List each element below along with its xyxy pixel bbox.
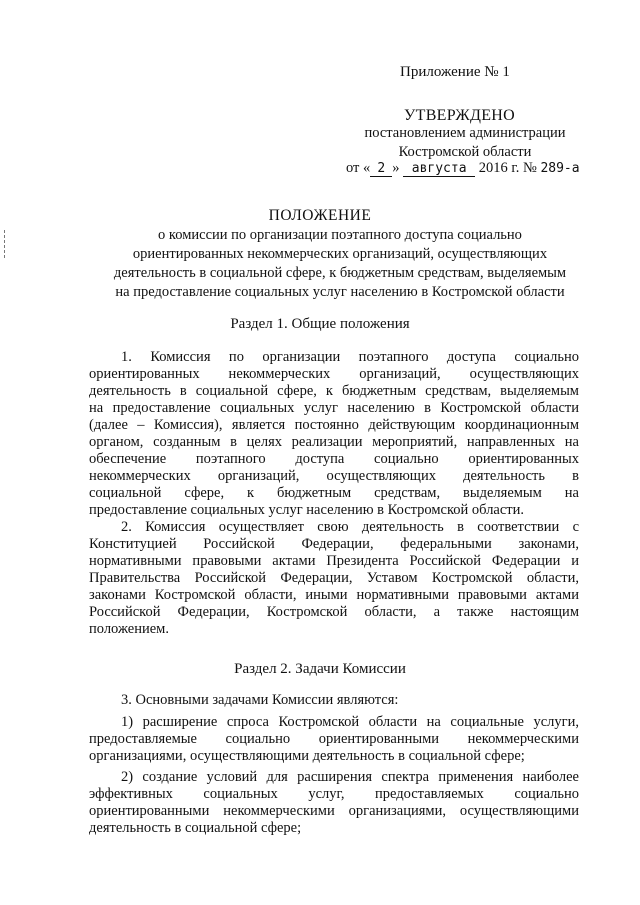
text-line: организациями, осуществляющими деятельность в социальной сфере; <box>89 748 525 764</box>
list-item-2 <box>89 769 579 837</box>
text-line: 2. Комиссия осуществляет свою деятельность в соответствии с <box>121 519 579 535</box>
text-line: положением. <box>89 621 169 637</box>
margin-mark <box>4 230 6 258</box>
section-1-heading: Раздел 1. Общие положения <box>230 316 410 332</box>
paragraph-3 <box>89 692 579 709</box>
text-line: Российской Федерации, Костромской области, а также настоящим <box>89 604 579 620</box>
date-year: 2016 г. № <box>478 160 537 176</box>
text-line: Правительства Российской Федерации, Уставом Костромской области, <box>89 570 579 586</box>
decree-block <box>340 124 590 162</box>
text-line: Конституцией Российской Федерации, федеральными законами, <box>89 536 579 552</box>
text-line: на предоставление социальных услуг населению в Костромской области <box>89 400 579 416</box>
text-line: 1. Комиссия по организации поэтапного доступа социально <box>121 349 579 365</box>
subtitle-line: на предоставление социальных услуг населению в Костромской области <box>115 284 565 300</box>
decree-line: постановлением администрации <box>364 125 566 141</box>
text-line: деятельность в социальной сфере; <box>89 820 302 836</box>
date-mid: » <box>392 160 400 176</box>
text-line: ориентированными некоммерческими организациями, осуществляющими <box>89 803 579 819</box>
subtitle-line: о комиссии по организации поэтапного доступа социально <box>158 227 522 243</box>
text-line: деятельность в социальной сфере, к бюджетным средствам, выделяемым <box>89 383 579 399</box>
paragraph-2 <box>89 519 579 638</box>
text-line: законами Костромской области, иными нормативными правовыми актами <box>89 587 579 603</box>
decree-date-line <box>346 160 582 177</box>
text-line: органом, созданным в целях реализации мероприятий, направленных на <box>89 434 579 450</box>
list-item-1 <box>89 714 579 765</box>
text-line: эффективных социальных услуг, предоставляемых социально <box>89 786 579 802</box>
document-title: ПОЛОЖЕНИЕ <box>268 207 372 224</box>
text-line: социальной сфере, к бюджетным средствам, выделяемым на <box>89 485 579 501</box>
text-line: предоставление социальных услуг населению в Костромской области. <box>89 502 525 518</box>
decree-number: 289-а <box>540 161 580 176</box>
text-line: предоставляемые социально ориентированными некоммерческими <box>89 731 579 747</box>
text-line: 2) создание условий для расширения спектра применения наиболее <box>121 769 579 785</box>
date-prefix: от « <box>346 160 371 176</box>
text-line: ориентированных некоммерческих организаций, осуществляющих <box>89 366 579 382</box>
text-line: нормативными правовыми актами Президента Российской Федерации и <box>89 553 579 569</box>
decree-line: Костромской области <box>398 144 532 160</box>
appendix-label: Приложение № 1 <box>400 64 510 80</box>
text-line: некоммерческих организаций, осуществляющих деятельность в <box>89 468 579 484</box>
date-month: августа <box>403 161 475 177</box>
text-line: 3. Основными задачами Комиссии являются: <box>121 692 399 708</box>
section-2-heading: Раздел 2. Задачи Комиссии <box>234 661 406 677</box>
document-subtitle <box>90 226 590 302</box>
paragraph-1 <box>89 349 579 519</box>
text-line: 1) расширение спроса Костромской области на социальные услуги, <box>121 714 579 730</box>
text-line: (далее – Комиссия), является постоянно действующим координационным <box>89 417 579 433</box>
date-day: 2 <box>370 161 392 177</box>
approved-stamp-text: УТВЕРЖДЕНО <box>404 107 516 124</box>
subtitle-line: ориентированных некоммерческих организаций, осуществляющих <box>132 246 548 262</box>
subtitle-line: деятельность в социальной сфере, к бюджетным средствам, выделяемым <box>113 265 567 281</box>
text-line: обеспечение поэтапного доступа социально ориентированных <box>89 451 579 467</box>
